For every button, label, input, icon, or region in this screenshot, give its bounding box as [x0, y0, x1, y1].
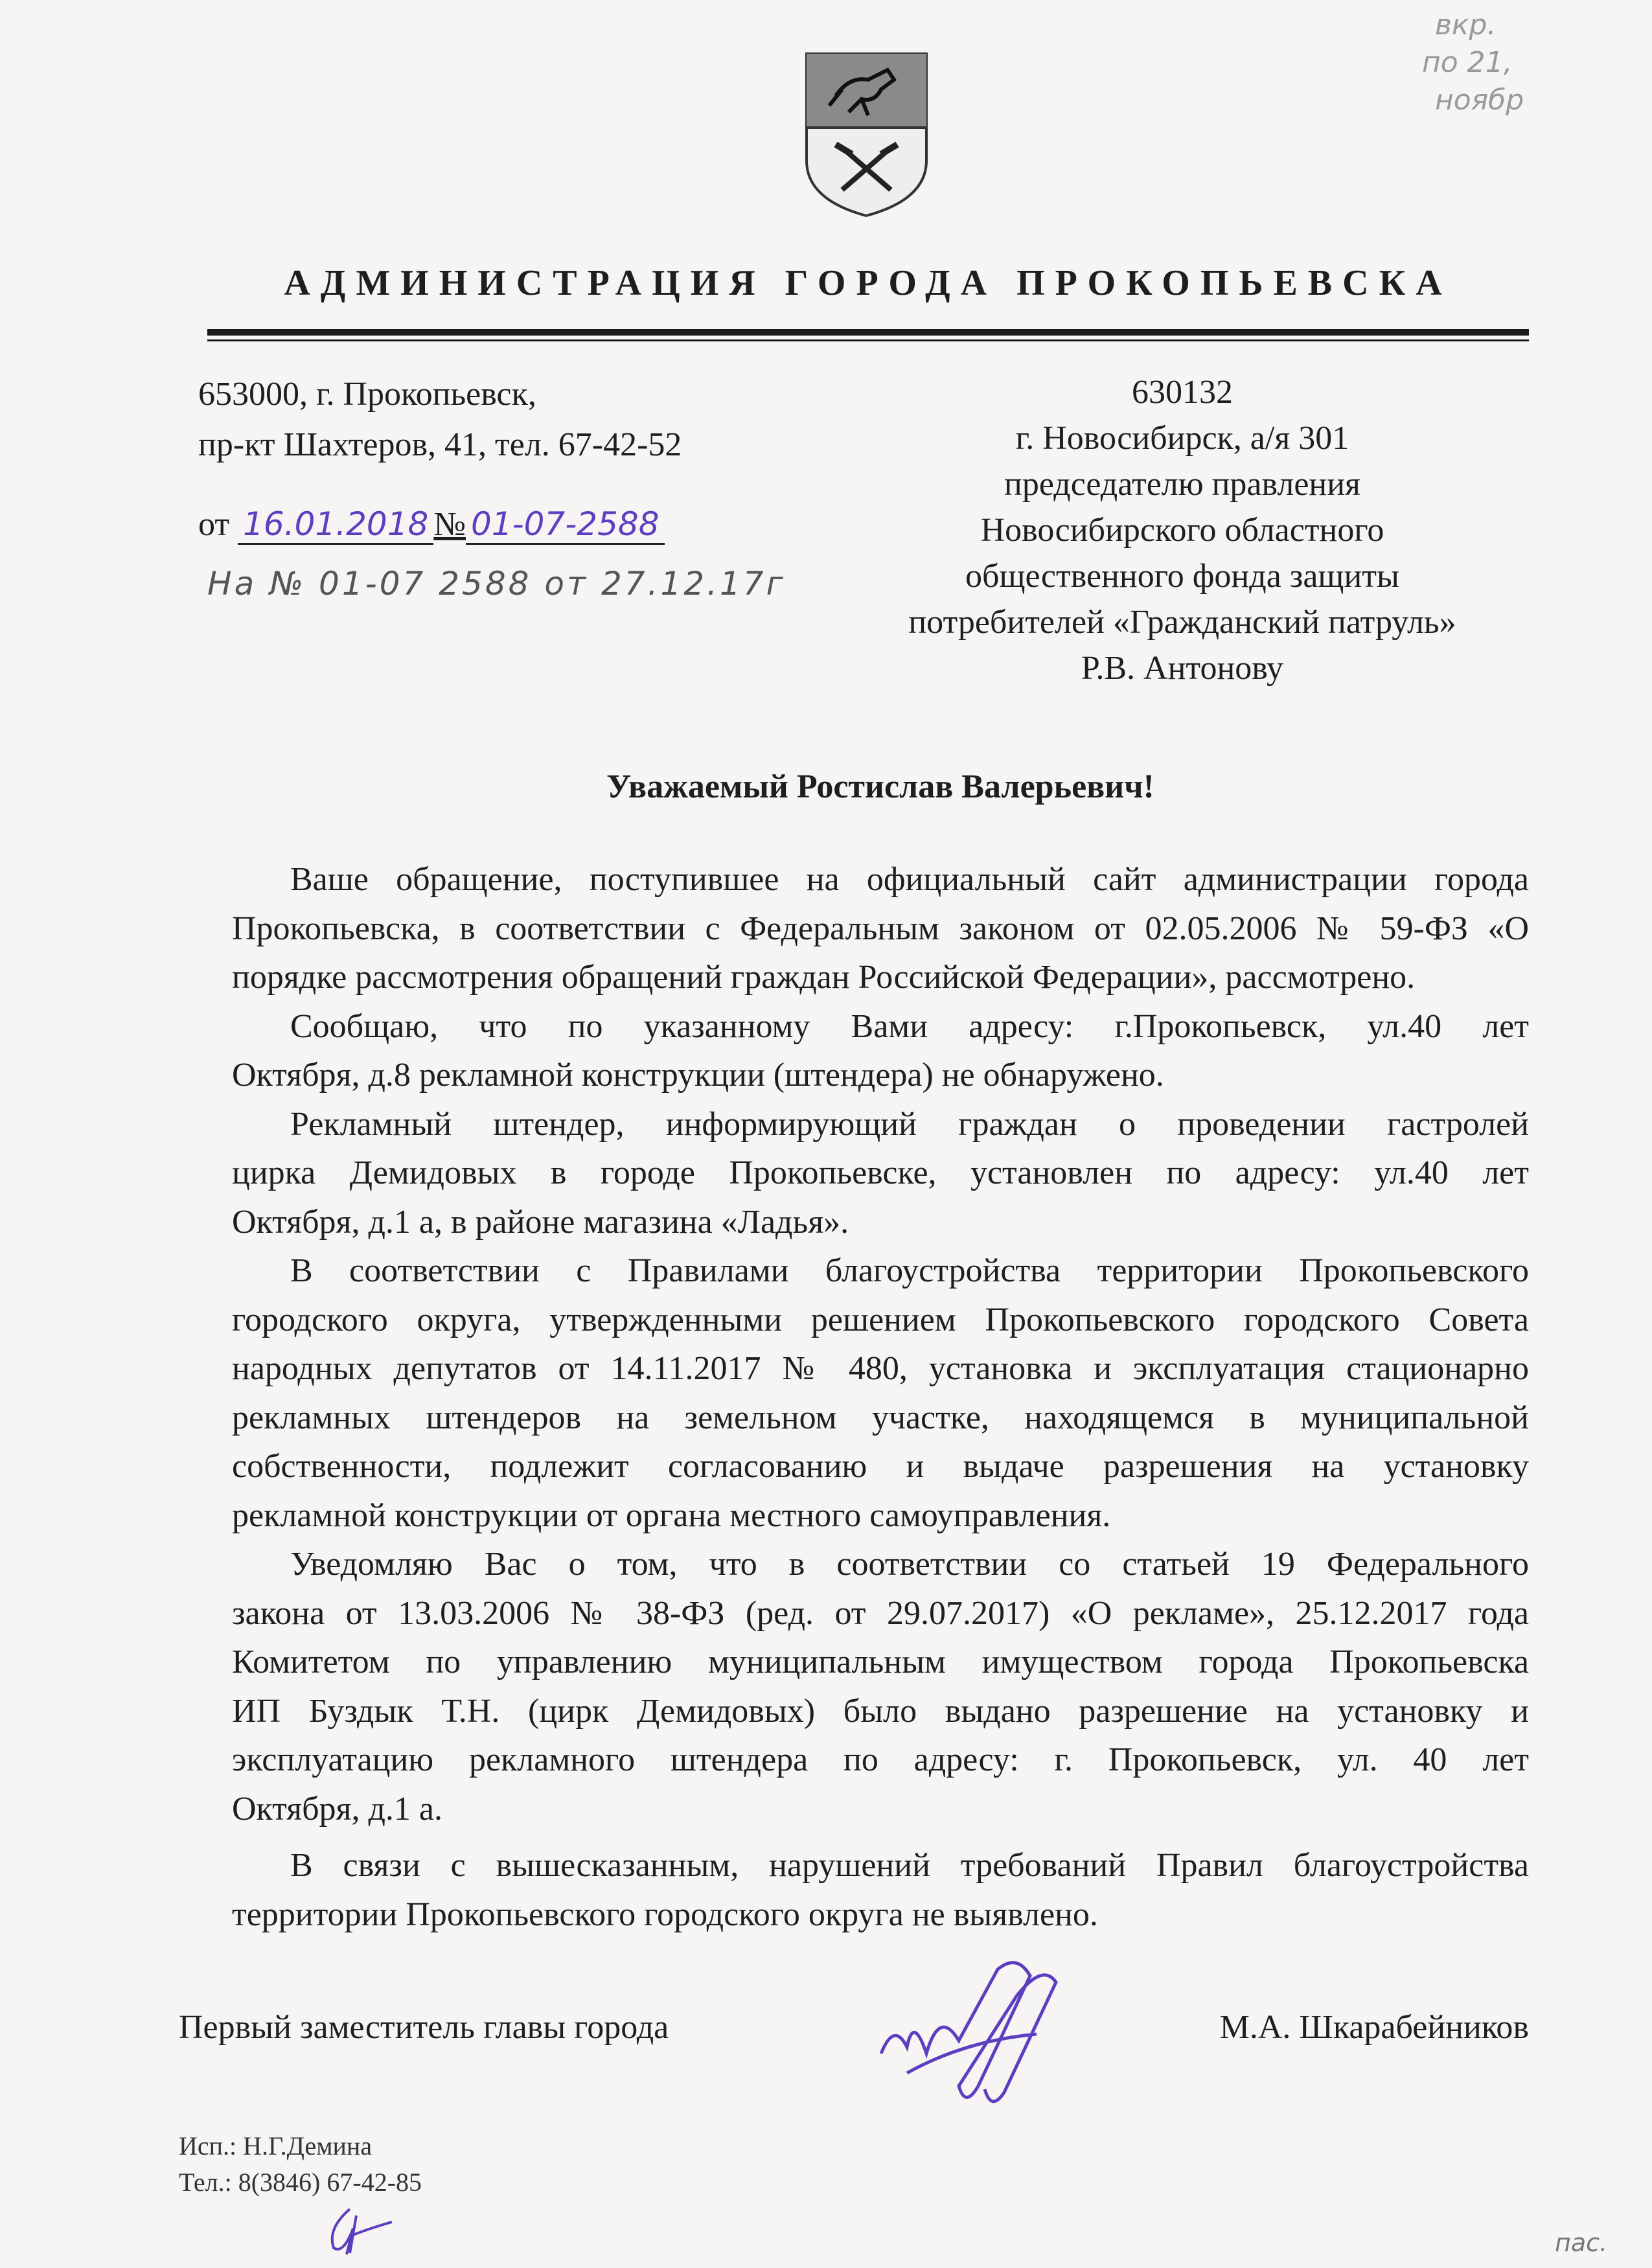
body-line: Октября, д.1 а.: [232, 1790, 442, 1827]
footer-handwritten-note: пас.: [1555, 2228, 1608, 2257]
registration-line: [198, 505, 665, 545]
address-line: 653000, г. Прокопьевск,: [198, 376, 536, 413]
recipient-line: потребителей «Гражданский патруль»: [908, 604, 1456, 641]
reply-reference: На № 01-07 2588 от 27.12.17г: [207, 565, 786, 602]
body-line: цирка Демидовых в городе Прокопьевске, установлен по адресу: ул.40 лет: [232, 1154, 1529, 1191]
greeting: Уважаемый Ростислав Валерьевич!: [606, 768, 1154, 805]
recipient-line: 630132: [1132, 374, 1233, 411]
paragraph: [232, 1002, 1529, 1100]
paragraph: [232, 1841, 1529, 1939]
pencil-note-line: ноябр: [1435, 84, 1524, 117]
paragraph: [232, 855, 1529, 1002]
body-line: эксплуатацию рекламного штендера по адресу: г. Прокопьевск, ул. 40 лет: [232, 1741, 1529, 1778]
body-line: Рекламный штендер, информирующий граждан о проведении гастролей: [290, 1105, 1529, 1143]
body-line: народных депутатов от 14.11.2017 № 480, установка и эксплуатация стационарно: [232, 1350, 1529, 1387]
handwritten-signature: [868, 1956, 1082, 2112]
recipient-block: [862, 369, 1503, 691]
signatory-name: М.А. Шкарабейников: [1219, 2009, 1529, 2046]
paragraph: [232, 1540, 1529, 1833]
body-line: рекламной конструкции от органа местного самоуправления.: [232, 1496, 1111, 1534]
paragraph: [232, 1100, 1529, 1247]
handwritten-initials: [324, 2203, 395, 2258]
recipient-line: г. Новосибирск, а/я 301: [1015, 420, 1349, 457]
sender-address: [198, 369, 682, 470]
body-line: Уведомляю Вас о том, что в соответствии со статьей 19 Федерального: [290, 1546, 1529, 1583]
date-prefix: от: [198, 506, 230, 543]
body-line: порядке рассмотрения обращений граждан Российской Федерации», рассмотрено.: [232, 959, 1416, 996]
body-line: собственности, подлежит согласованию и выдаче разрешения на установку: [232, 1448, 1529, 1485]
signatory-position: Первый заместитель главы города: [179, 2009, 669, 2046]
body-line: Октября, д.8 рекламной конструкции (штендера) не обнаружено.: [232, 1057, 1164, 1094]
paragraph: [232, 1246, 1529, 1540]
body-line: ИП Буздык Т.Н. (цирк Демидовых) было выдано разрешение на установку и: [232, 1692, 1529, 1730]
number-prefix: №: [433, 506, 466, 543]
letter-body: [232, 855, 1529, 1939]
header-rule-thin: [207, 339, 1529, 341]
body-line: городского округа, утвержденными решением Прокопьевского городского Совета: [232, 1301, 1529, 1338]
body-line: территории Прокопьевского городского округа не выявлено.: [232, 1896, 1098, 1933]
body-line: Прокопьевска, в соответствии с Федеральным законом от 02.05.2006 № 59-ФЗ «О: [232, 910, 1529, 947]
body-line: Комитетом по управлению муниципальным имуществом города Прокопьевска: [232, 1644, 1529, 1680]
body-line: В связи с вышесказанным, нарушений требований Правил благоустройства: [290, 1847, 1529, 1884]
body-line: Октября, д.1 а, в районе магазина «Ладья».: [232, 1203, 849, 1241]
recipient-line: общественного фонда защиты: [965, 558, 1399, 595]
body-line: закона от 13.03.2006 № 38-ФЗ (ред. от 29.07.2017) «О рекламе», 25.12.2017 года: [232, 1594, 1529, 1632]
executor-name: Исп.: Н.Г.Демина: [179, 2131, 373, 2160]
body-line: В соответствии с Правилами благоустройства территории Прокопьевского: [290, 1252, 1529, 1289]
recipient-line: Р.В. Антонову: [1081, 650, 1284, 687]
executor-phone: Тел.: 8(3846) 67-42-85: [179, 2168, 422, 2197]
organization-title: АДМИНИСТРАЦИЯ ГОРОДА ПРОКОПЬЕВСКА: [284, 263, 1452, 303]
address-line: пр-кт Шахтеров, 41, тел. 67-42-52: [198, 426, 682, 463]
body-line: рекламных штендеров на земельном участке, находящемся в муниципальной: [232, 1399, 1529, 1436]
handwritten-date: 16.01.2018: [238, 505, 433, 545]
header-rule: [207, 329, 1529, 336]
handwritten-number: 01-07-2588: [466, 505, 665, 545]
executor-info: [179, 2128, 422, 2201]
pencil-margin-note: [1422, 6, 1584, 136]
recipient-line: Новосибирского областного: [980, 512, 1384, 549]
body-line: Сообщаю, что по указанному Вами адресу: г.Прокопьевск, ул.40 лет: [290, 1007, 1529, 1045]
recipient-line: председателю правления: [1004, 466, 1360, 503]
body-line: Ваше обращение, поступившее на официальный сайт администрации города: [290, 861, 1529, 898]
pencil-note-line: вкр.: [1435, 8, 1497, 41]
coat-of-arms-icon: [803, 51, 930, 218]
pencil-note-line: по 21,: [1422, 46, 1513, 79]
